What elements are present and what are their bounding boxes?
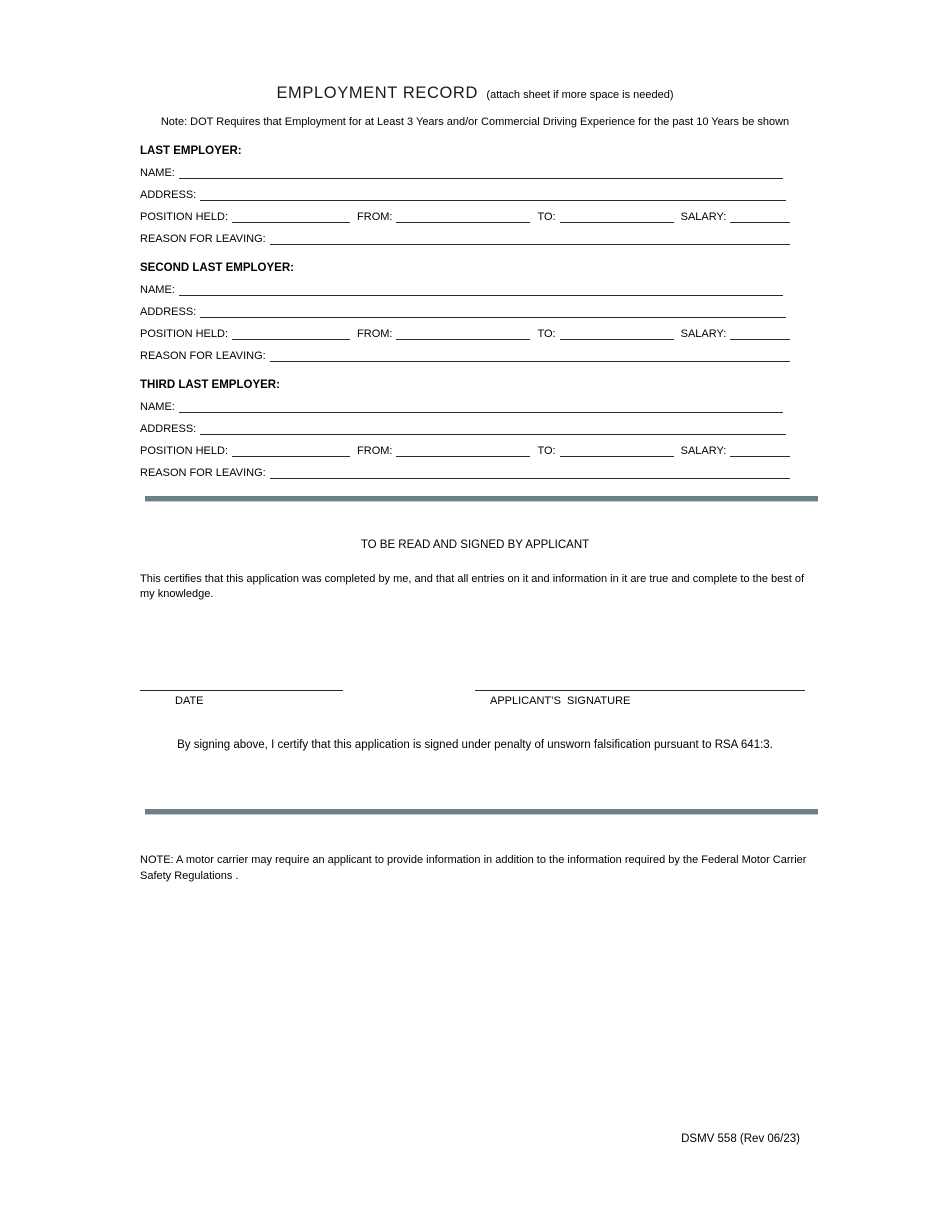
employer-section-3	[140, 379, 790, 479]
position-held-group	[140, 210, 350, 223]
salary-fill-line[interactable]	[730, 327, 790, 340]
to-label: TO:	[537, 445, 556, 457]
name-row	[140, 400, 790, 413]
salary-label: SALARY:	[680, 328, 727, 340]
to-group	[537, 444, 673, 457]
reason-row	[140, 349, 790, 362]
employer-section-2	[140, 262, 790, 362]
applicant-signature-fill-line[interactable]	[475, 677, 805, 691]
employer-heading: SECOND LAST EMPLOYER:	[140, 262, 294, 274]
address-row	[140, 422, 790, 435]
employer-heading: THIRD LAST EMPLOYER:	[140, 379, 280, 391]
reason-fill-line[interactable]	[270, 466, 790, 479]
section-divider-top	[145, 496, 818, 502]
name-label: NAME:	[140, 167, 175, 179]
position-held-fill-line[interactable]	[232, 444, 350, 457]
salary-label: SALARY:	[680, 445, 727, 457]
from-fill-line[interactable]	[396, 210, 530, 223]
motor-carrier-note: NOTE: A motor carrier may require an applicant to provide information in addition to the information required by the Federal Motor Carrier Safety Regulations .	[140, 853, 807, 882]
to-fill-line[interactable]	[560, 327, 674, 340]
to-group	[537, 327, 673, 340]
salary-group	[681, 444, 790, 457]
from-label: FROM:	[357, 211, 393, 223]
position-held-group	[140, 327, 350, 340]
section-divider-bottom	[145, 809, 818, 815]
salary-label: SALARY:	[680, 211, 727, 223]
reason-label: REASON FOR LEAVING:	[140, 233, 266, 245]
address-fill-line[interactable]	[200, 305, 786, 318]
from-fill-line[interactable]	[396, 444, 530, 457]
penalty-statement: By signing above, I certify that this application is signed under penalty of unsworn falsification pursuant to RSA 641:3.	[177, 738, 773, 751]
to-label: TO:	[537, 328, 556, 340]
employer-sections	[140, 145, 790, 479]
page-title-note: (attach sheet if more space is needed)	[486, 89, 674, 101]
from-group	[357, 444, 530, 457]
to-label: TO:	[537, 211, 556, 223]
name-row	[140, 283, 790, 296]
address-fill-line[interactable]	[200, 422, 786, 435]
to-group	[537, 210, 673, 223]
name-fill-line[interactable]	[179, 283, 783, 296]
date-column	[140, 677, 343, 707]
reason-label: REASON FOR LEAVING:	[140, 350, 266, 362]
position-held-label: POSITION HELD:	[140, 211, 229, 223]
reason-row	[140, 466, 790, 479]
form-number: DSMV 558 (Rev 06/23)	[681, 1133, 800, 1145]
dot-requirement-note: Note: DOT Requires that Employment for at Least 3 Years and/or Commercial Driving Experience for the past 10 Years be shown	[160, 116, 790, 128]
name-row	[140, 166, 790, 179]
address-label: ADDRESS:	[140, 306, 197, 318]
position-row	[140, 444, 790, 457]
date-fill-line[interactable]	[140, 677, 343, 691]
title-block	[0, 0, 950, 103]
from-group	[357, 327, 530, 340]
name-fill-line[interactable]	[179, 166, 783, 179]
signature-spacer	[343, 677, 475, 707]
to-fill-line[interactable]	[560, 210, 674, 223]
signature-area	[140, 677, 805, 707]
employer-section-1	[140, 145, 790, 245]
address-fill-line[interactable]	[200, 188, 786, 201]
page-title: EMPLOYMENT RECORD	[276, 84, 478, 102]
position-held-fill-line[interactable]	[232, 327, 350, 340]
salary-group	[681, 210, 790, 223]
date-label: DATE	[175, 694, 204, 707]
address-label: ADDRESS:	[140, 423, 197, 435]
position-held-fill-line[interactable]	[232, 210, 350, 223]
to-fill-line[interactable]	[560, 444, 674, 457]
reason-fill-line[interactable]	[270, 232, 790, 245]
position-row	[140, 327, 790, 340]
certification-statement: This certifies that this application was completed by me, and that all entries on it and information in it are true and complete to the best of my knowledge.	[140, 573, 805, 601]
position-held-group	[140, 444, 350, 457]
from-label: FROM:	[357, 445, 393, 457]
from-fill-line[interactable]	[396, 327, 530, 340]
position-row	[140, 210, 790, 223]
salary-fill-line[interactable]	[730, 210, 790, 223]
position-held-label: POSITION HELD:	[140, 445, 229, 457]
reason-fill-line[interactable]	[270, 349, 790, 362]
address-label: ADDRESS:	[140, 189, 197, 201]
position-held-label: POSITION HELD:	[140, 328, 229, 340]
name-fill-line[interactable]	[179, 400, 783, 413]
name-label: NAME:	[140, 401, 175, 413]
reason-label: REASON FOR LEAVING:	[140, 467, 266, 479]
salary-group	[681, 327, 790, 340]
name-label: NAME:	[140, 284, 175, 296]
applicant-signature-label: APPLICANT’S SIGNATURE	[490, 694, 631, 707]
from-label: FROM:	[357, 328, 393, 340]
salary-fill-line[interactable]	[730, 444, 790, 457]
signature-column	[475, 677, 805, 707]
reason-row	[140, 232, 790, 245]
from-group	[357, 210, 530, 223]
address-row	[140, 188, 790, 201]
signature-section-heading: TO BE READ AND SIGNED BY APPLICANT	[360, 539, 590, 551]
address-row	[140, 305, 790, 318]
employer-heading: LAST EMPLOYER:	[140, 145, 242, 157]
